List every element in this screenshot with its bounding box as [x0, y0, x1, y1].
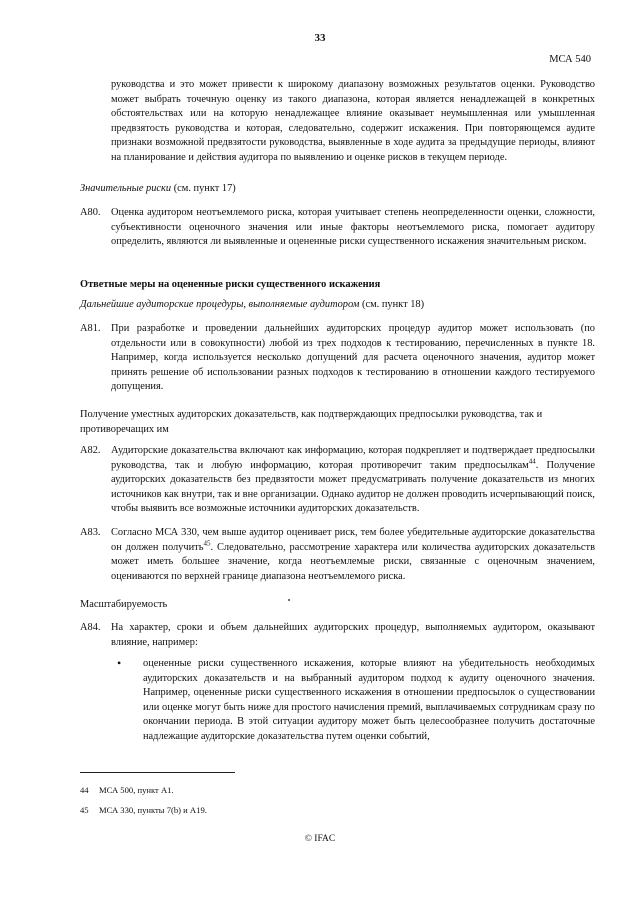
a83-text-start: Согласно МСА 330, чем выше аудитор оценивает риск, тем более убедительные аудиторские доказательства он должен получить	[111, 527, 595, 553]
paragraph-a81: При разработке и проведении дальнейших аудиторских процедур аудитор может использовать (по отдельности или в совокупности) любой из трех подходов к тестированию, перечисленных в пункте 18. Например, когда используется несколько допущений для расчета оценочного значения, аудитор может принять решение об использовании разных подходов к тестированию в отношении каждого тестируемого допущения.	[111, 323, 595, 393]
a83-text-end: . Следовательно, рассмотрение характера или количества аудиторских доказательств может иметь большее значение, когда неотъемлемые риски, связанные с оценочным значением, оцениваются по верхней границе диапазона неотъемлемого риска.	[111, 541, 595, 582]
a82-text-end: . Получение аудиторских доказательств без предвзятости может предусматривать получение доказательств из многих источников как внутри, так и вне организации. Однако аудитор не должен проводить исчерпывающий поиск, чтобы выявить все возможные источники аудиторских доказательств.	[111, 459, 595, 515]
paragraph-number-a82: A82.	[80, 445, 101, 456]
footnote-ref-45: 45	[203, 539, 211, 548]
paragraph-number-a81: A81.	[80, 323, 101, 334]
footnote-number: 44	[80, 785, 89, 795]
paragraph-a80: Оценка аудитором неотъемлемого риска, которая учитывает степень неопределенности оценки, сложности, субъективности оценочного значения или иные факторы неотъемлемого риска, помогает аудитору определить, являются ли выявленные и оцененные риски существенного искажения значительным риском.	[111, 207, 595, 248]
paragraph-a83	[111, 526, 595, 584]
paragraph-number-a83: A83.	[80, 527, 101, 538]
bullet-marker: •	[117, 656, 122, 670]
scalability-heading: Масштабируемость	[80, 599, 168, 610]
further-procedures-title: Дальнейшие аудиторские процедуры, выполняемые аудитором	[80, 299, 360, 310]
responses-heading: Ответные меры на оцененные риски существенного искажения	[80, 279, 381, 290]
significant-risks-ref: (см. пункт 17)	[171, 183, 236, 194]
page-footer: © IFAC	[304, 834, 336, 844]
paragraph-a82	[111, 444, 595, 517]
standard-reference: МСА 540	[549, 54, 591, 65]
bullet-item: оцененные риски существенного искажения, которые влияют на убедительность необходимых аудиторских доказательств и на выбранный аудитором подход к аудиту оценочного значения. Например, оцененные риски существенного искажения в отношении предпосылок о существовании или оценке могут быть ниже для простого начисления премий, выплачиваемых сотрудникам сразу по окончании периода. В этой ситуации аудитору может быть целесообразнее получить достаточные надлежащие аудиторские доказательства путем оценки событий,	[143, 658, 595, 742]
continued-paragraph: руководства и это может привести к широкому диапазону возможных результатов оценки. Руководство может выбрать точечную оценку из такого диапазона, которая является ненадлежащей в конкретных обстоятельствах или на которую ненадлежащее влияние оказывает неумышленная или умышленная предвзятость руководства и которая, следовательно, содержит искажения. При повторяющемся аудите признаки возможной предвзятости руководства, выявленные в ходе аудита за предыдущие периоды, влияют на планирование и действия аудитора по выявлению и оценке рисков в текущем периоде.	[111, 79, 595, 163]
evidence-heading: Получение уместных аудиторских доказательств, как подтверждающих предпосылки руководства, так и противоречащих им	[80, 409, 543, 435]
significant-risks-title: Значительные риски	[80, 183, 172, 194]
paragraph-number-a80: A80.	[80, 207, 101, 218]
paragraph-a84: На характер, сроки и объем дальнейших аудиторских процедур, выполняемых аудитором, оказывают влияние, например:	[111, 622, 595, 648]
stray-mark	[288, 599, 290, 601]
further-procedures-ref: (см. пункт 18)	[359, 299, 425, 310]
further-procedures-heading	[80, 298, 595, 313]
paragraph-number-a84: A84.	[80, 622, 101, 633]
footnote-number: 45	[80, 805, 89, 815]
page-number: 33	[314, 32, 326, 44]
a82-text-start: Аудиторские доказательства включают как информацию, которая подкрепляет и подтверждает предпосылки руководства, так и любую информацию, которая противоречит таким предпосылкам	[111, 445, 595, 471]
significant-risks-heading	[80, 182, 595, 197]
footnote-text: МСА 500, пункт A1.	[99, 785, 174, 795]
footnote-divider	[80, 772, 235, 773]
footnote-ref-44: 44	[528, 457, 536, 466]
footnote-text: МСА 330, пункты 7(b) и A19.	[99, 805, 207, 815]
